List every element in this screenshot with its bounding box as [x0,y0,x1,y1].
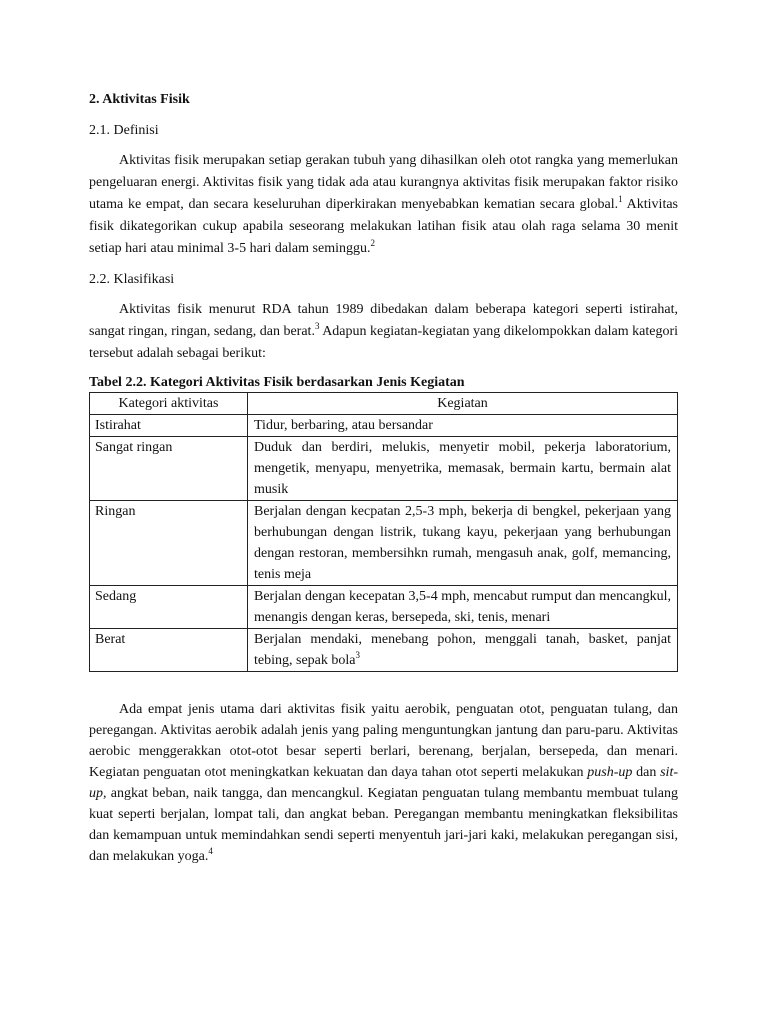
row-activity: Berjalan dengan kecepatan 3,5-4 mph, mencabut rumput dan mencangkul, menangis dengan keras, bersepeda, ski, tenis, menari [248,586,678,629]
header-category: Kategori aktivitas [90,393,248,415]
row-category: Sedang [90,586,248,629]
table-caption: Tabel 2.2. Kategori Aktivitas Fisik berdasarkan Jenis Kegiatan [89,375,465,390]
footnote-ref-3b: 3 [355,650,360,660]
activity-category-table [89,392,678,672]
table-row [90,415,678,437]
row-activity: Duduk dan berdiri, melukis, menyetir mobil, pekerja laboratorium, mengetik, menyapu, menyetrika, memasak, bermain kartu, bermain alat musik [248,437,678,501]
footnote-ref-4: 4 [208,846,213,856]
klasifikasi-paragraph [89,299,678,365]
row-category: Istirahat [90,415,248,437]
section-title: 2. Aktivitas Fisik [89,92,190,107]
closing-em-situp: sit-up [89,765,678,801]
definisi-paragraph [89,150,678,260]
table-row [90,629,678,672]
table-row [90,586,678,629]
definisi-text-a: Aktivitas fisik merupakan setiap gerakan tubuh yang dihasilkan oleh otot rangka yang memerlukan pengeluaran energi. Aktivitas fisik yang tidak ada atau kurangnya aktivitas fisik merupakan faktor risiko utama ke empat, dan secara keseluruhan diperkirakan menyebabkan kematian secara global. [89,153,678,212]
header-activity: Kegiatan [248,393,678,415]
table-row [90,501,678,586]
row-activity: Tidur, berbaring, atau bersandar [248,415,678,437]
table-row [90,437,678,501]
closing-text-c: , angkat beban, naik tangga, dan mencangkul. Kegiatan penguatan tulang membantu membuat tulang kuat seperti berjalan, lompat tali, dan angkat beban. Peregangan membantu meningkatkan fleksibilitas dan kemampuan untuk memindahkan sendi seperti menyentuh jari-jari kaki, melakukan peregangan sisi, dan melakukan yoga. [89,786,678,864]
footnote-ref-1: 1 [618,194,623,204]
row-category: Berat [90,629,248,672]
subsection-klasifikasi-title: 2.2. Klasifikasi [89,272,175,287]
table-header-row [90,393,678,415]
row-category: Ringan [90,501,248,586]
subsection-definisi-title: 2.1. Definisi [89,123,159,138]
closing-paragraph [89,699,678,867]
closing-text-a: Ada empat jenis utama dari aktivitas fisik yaitu aerobik, penguatan otot, penguatan tulang, dan peregangan. Aktivitas aerobik adalah jenis yang paling menguntungkan jantung dan paru-paru. Aktivitas aerobic menggerakkan otot-otot besar seperti berlari, berenang, berjalan, bersepeda, dan menari. Kegiatan penguatan otot meningkatkan kekuatan dan daya tahan otot seperti melakukan [89,702,678,780]
row-activity: Berjalan dengan kecpatan 2,5-3 mph, bekerja di bengkel, pekerjaan yang berhubungan dengan listrik, tukang kayu, pekerjaan yang berhubungan dengan restoran, membersihkn rumah, mengasuh anak, golf, memancing, tenis meja [248,501,678,586]
closing-em-pushup: push-up [587,765,633,780]
row-activity-text: Berjalan mendaki, menebang pohon, menggali tanah, basket, panjat tebing, sepak bola [254,632,671,668]
klasifikasi-text-b: Adapun kegiatan-kegiatan yang dikelompokkan dalam kategori tersebut adalah sebagai berikut: [89,324,678,361]
footnote-ref-3: 3 [314,321,320,331]
definisi-text-b: Aktivitas fisik dikategorikan cukup apabila seseorang melakukan latihan fisik atau olah raga selama 30 menit setiap hari atau minimal 3-5 hari dalam seminggu. [89,197,678,256]
footnote-ref-2: 2 [370,238,375,248]
klasifikasi-text-a: Aktivitas fisik menurut RDA tahun 1989 dibedakan dalam beberapa kategori seperti istirahat, sangat ringan, ringan, sedang, dan berat. [89,302,678,339]
document-page [89,90,678,867]
closing-text-b: dan [632,765,661,780]
row-activity [248,629,678,672]
row-category: Sangat ringan [90,437,248,501]
